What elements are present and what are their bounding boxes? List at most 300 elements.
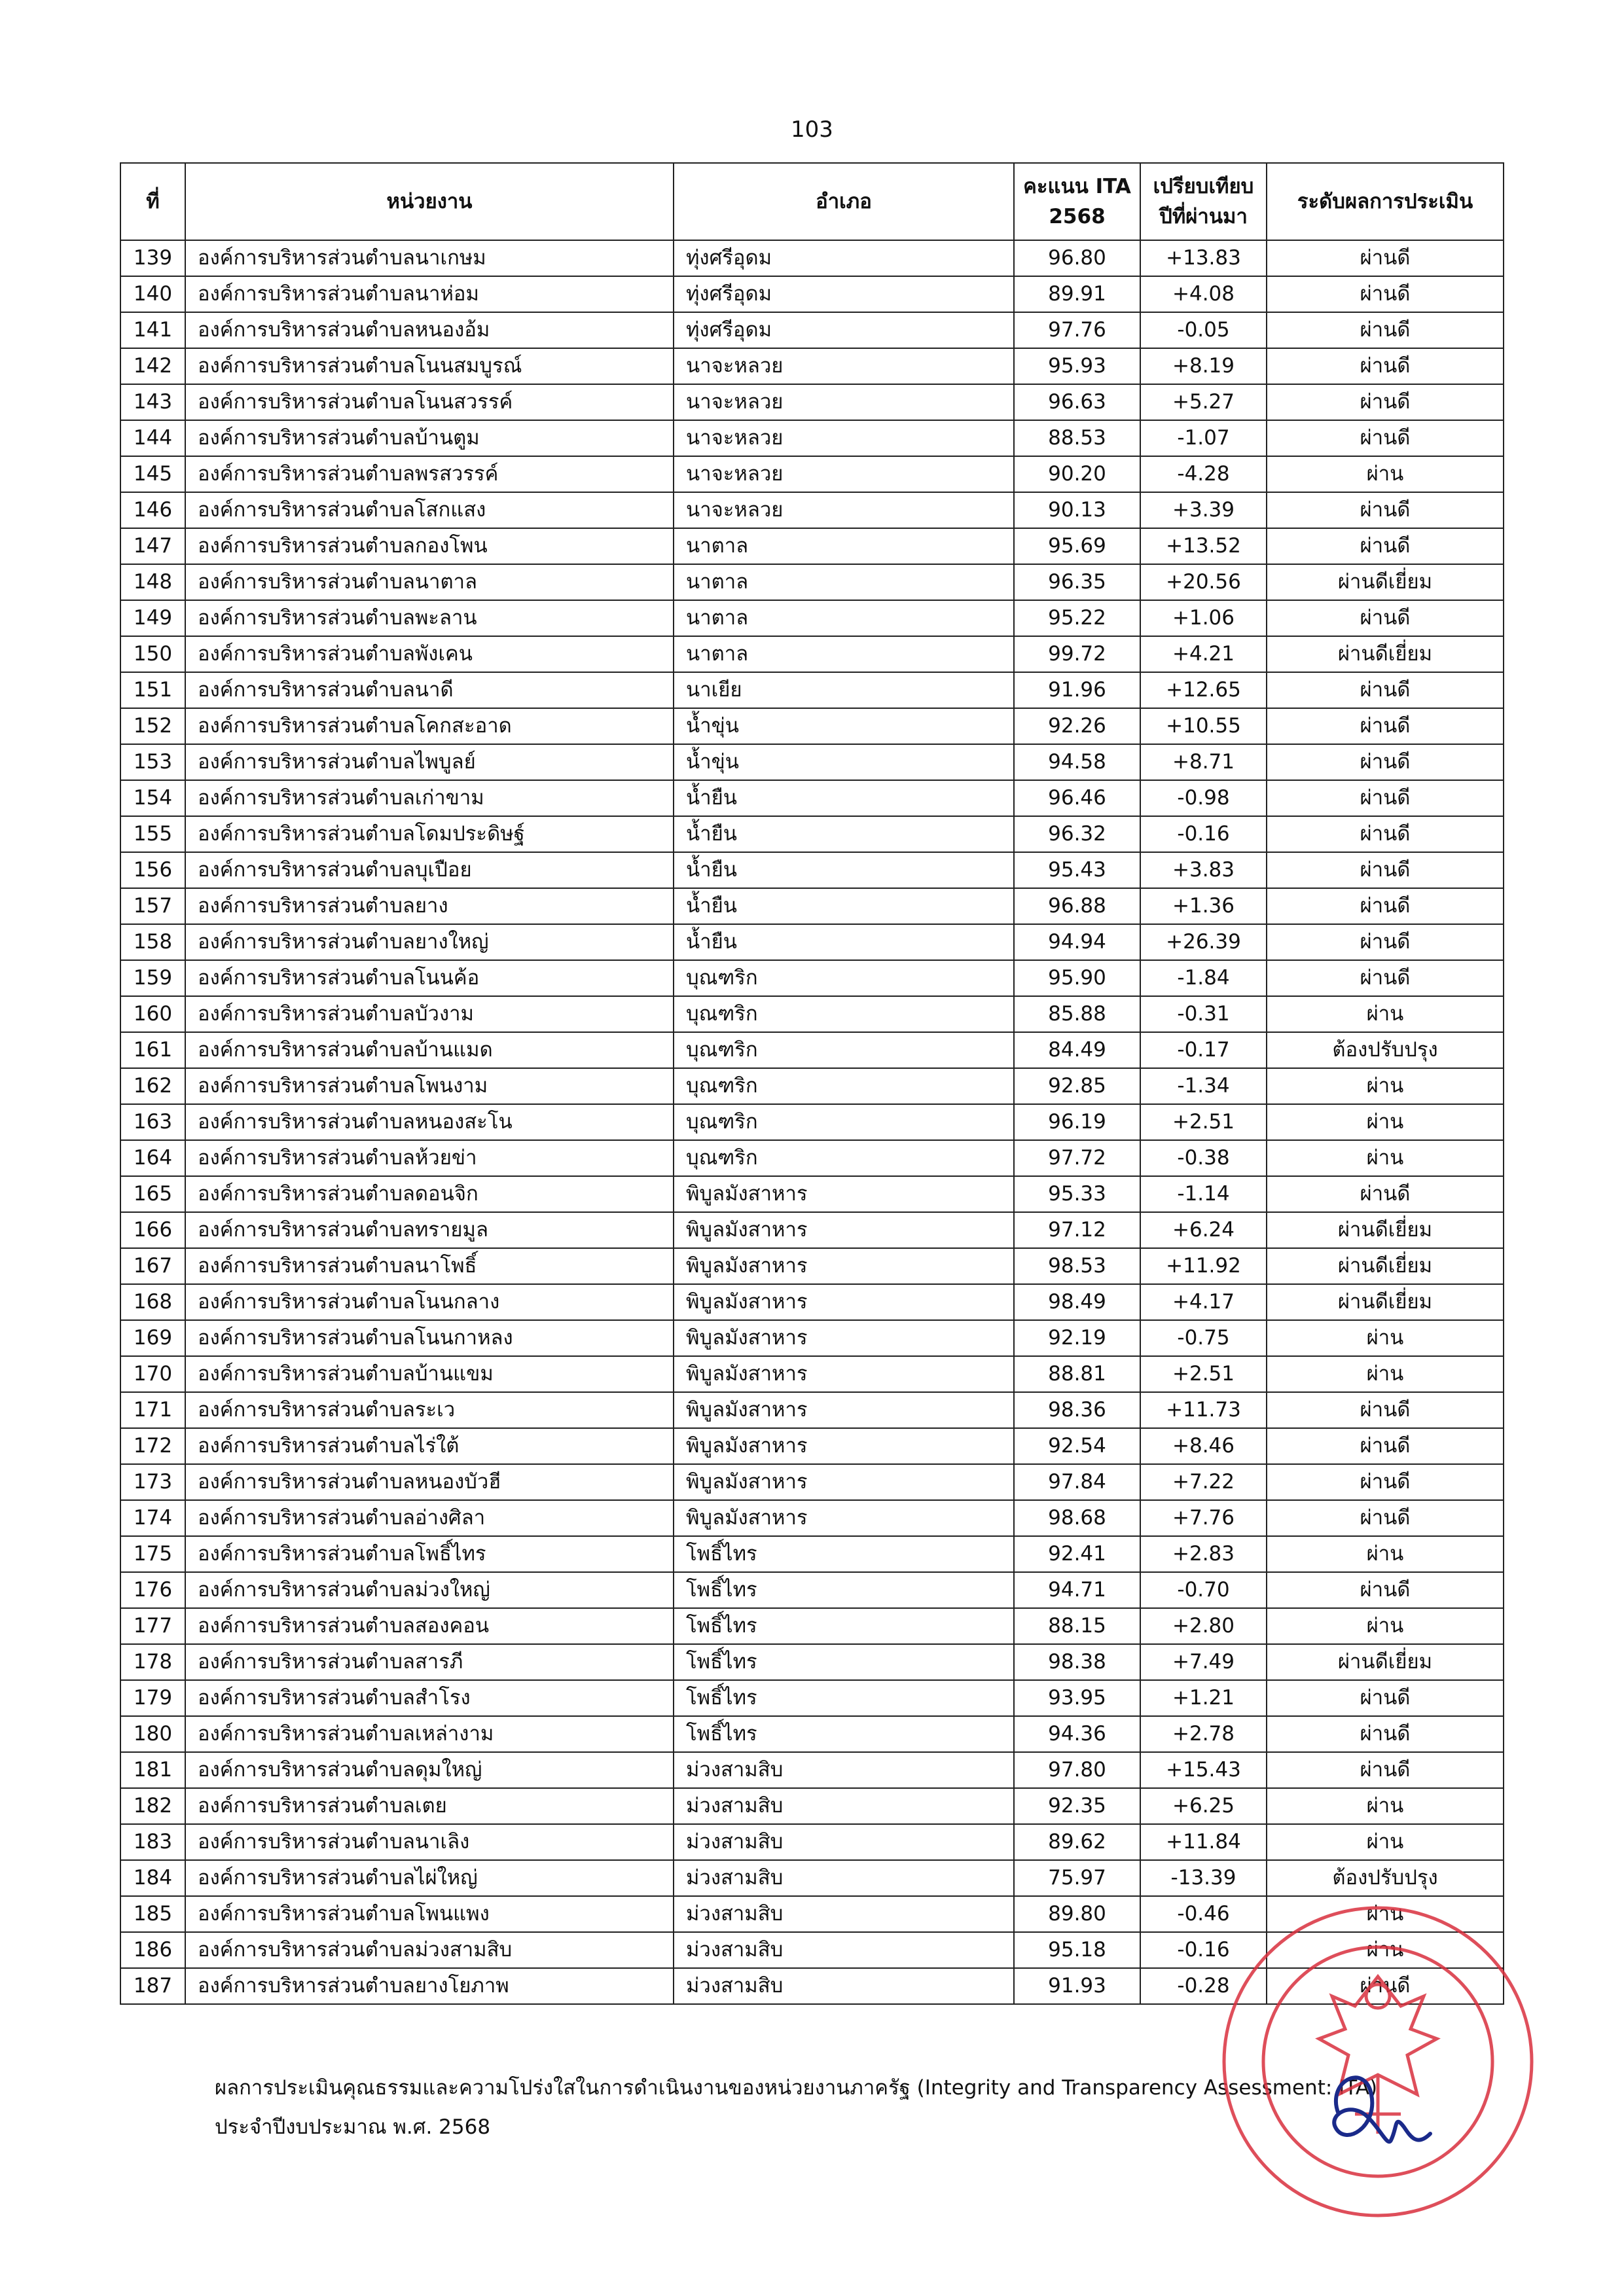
cell-change: +11.84 (1140, 1824, 1267, 1860)
table-row (120, 1068, 1504, 1104)
cell-district: นาจะหลวย (674, 420, 1014, 456)
cell-score: 96.88 (1014, 888, 1140, 924)
cell-change: +3.39 (1140, 492, 1267, 528)
cell-level: ผ่านดี (1267, 1428, 1504, 1464)
cell-score: 94.94 (1014, 924, 1140, 960)
cell-agency: องค์การบริหารส่วนตำบลบุเปือย (185, 852, 674, 888)
table-row (120, 348, 1504, 384)
cell-no: 142 (120, 348, 185, 384)
cell-no: 153 (120, 744, 185, 780)
cell-level: ผ่านดี (1267, 1176, 1504, 1212)
cell-score: 96.46 (1014, 780, 1140, 816)
cell-agency: องค์การบริหารส่วนตำบลไผ่ใหญ่ (185, 1860, 674, 1896)
cell-level: ผ่านดี (1267, 528, 1504, 564)
cell-agency: องค์การบริหารส่วนตำบลยางโยภาพ (185, 1968, 674, 2004)
cell-level: ผ่านดี (1267, 960, 1504, 996)
cell-level: ผ่านดี (1267, 312, 1504, 348)
table-row (120, 924, 1504, 960)
col-header-score-line1: คะแนน ITA (1023, 175, 1131, 198)
cell-score: 96.19 (1014, 1104, 1140, 1140)
cell-no: 182 (120, 1788, 185, 1824)
cell-district: ม่วงสามสิบ (674, 1860, 1014, 1896)
cell-score: 84.49 (1014, 1032, 1140, 1068)
cell-score: 95.22 (1014, 600, 1140, 636)
cell-level: ผ่านดี (1267, 492, 1504, 528)
cell-change: +3.83 (1140, 852, 1267, 888)
cell-score: 98.36 (1014, 1392, 1140, 1428)
cell-no: 146 (120, 492, 185, 528)
cell-score: 92.26 (1014, 708, 1140, 744)
cell-change: +4.17 (1140, 1284, 1267, 1320)
table-row (120, 852, 1504, 888)
cell-level: ผ่านดี (1267, 1968, 1504, 2004)
cell-no: 176 (120, 1572, 185, 1608)
cell-agency: องค์การบริหารส่วนตำบลบ้านแขม (185, 1356, 674, 1392)
cell-no: 180 (120, 1716, 185, 1752)
cell-change: -0.31 (1140, 996, 1267, 1032)
footer-line-1: ผลการประเมินคุณธรรมและความโปร่งใสในการดำเนินงานของหน่วยงานภาครัฐ (Integrity and Transparency Assessment: ITA) (215, 2076, 1378, 2100)
cell-change: +10.55 (1140, 708, 1267, 744)
cell-level: ผ่านดี (1267, 600, 1504, 636)
cell-level: ผ่านดี (1267, 276, 1504, 312)
cell-change: +1.21 (1140, 1680, 1267, 1716)
cell-level: ผ่านดี (1267, 744, 1504, 780)
col-header-score-line2: 2568 (1049, 205, 1106, 228)
cell-no: 149 (120, 600, 185, 636)
cell-score: 89.91 (1014, 276, 1140, 312)
table-row (120, 1032, 1504, 1068)
cell-district: โพธิ์ไทร (674, 1536, 1014, 1572)
cell-no: 164 (120, 1140, 185, 1176)
cell-district: น้ำยืน (674, 780, 1014, 816)
cell-agency: องค์การบริหารส่วนตำบลไพบูลย์ (185, 744, 674, 780)
cell-score: 92.19 (1014, 1320, 1140, 1356)
cell-agency: องค์การบริหารส่วนตำบลโดมประดิษฐ์ (185, 816, 674, 852)
cell-district: นาจะหลวย (674, 456, 1014, 492)
table-row (120, 420, 1504, 456)
cell-level: ผ่าน (1267, 1356, 1504, 1392)
cell-agency: องค์การบริหารส่วนตำบลไร่ใต้ (185, 1428, 674, 1464)
cell-level: ผ่าน (1267, 1824, 1504, 1860)
cell-district: น้ำยืน (674, 924, 1014, 960)
cell-no: 168 (120, 1284, 185, 1320)
cell-agency: องค์การบริหารส่วนตำบลกองโพน (185, 528, 674, 564)
cell-level: ผ่าน (1267, 1068, 1504, 1104)
cell-district: ม่วงสามสิบ (674, 1824, 1014, 1860)
cell-score: 95.69 (1014, 528, 1140, 564)
cell-agency: องค์การบริหารส่วนตำบลม่วงใหญ่ (185, 1572, 674, 1608)
cell-score: 96.32 (1014, 816, 1140, 852)
table-row (120, 1572, 1504, 1608)
cell-agency: องค์การบริหารส่วนตำบลโพธิ์ไทร (185, 1536, 674, 1572)
col-header-level: ระดับผลการประเมิน (1267, 163, 1504, 240)
page-number: 103 (791, 117, 833, 143)
cell-level: ผ่านดี (1267, 1752, 1504, 1788)
cell-district: โพธิ์ไทร (674, 1644, 1014, 1680)
cell-no: 186 (120, 1932, 185, 1968)
table-row (120, 600, 1504, 636)
cell-district: บุณฑริก (674, 1068, 1014, 1104)
cell-agency: องค์การบริหารส่วนตำบลสำโรง (185, 1680, 674, 1716)
cell-agency: องค์การบริหารส่วนตำบลโนนกลาง (185, 1284, 674, 1320)
cell-agency: องค์การบริหารส่วนตำบลทรายมูล (185, 1212, 674, 1248)
cell-change: +7.76 (1140, 1500, 1267, 1536)
cell-agency: องค์การบริหารส่วนตำบลนาห่อม (185, 276, 674, 312)
cell-score: 93.95 (1014, 1680, 1140, 1716)
table-row (120, 1248, 1504, 1284)
cell-no: 179 (120, 1680, 185, 1716)
table-row (120, 780, 1504, 816)
table-row (120, 1392, 1504, 1428)
cell-change: -0.17 (1140, 1032, 1267, 1068)
table-row (120, 312, 1504, 348)
cell-change: +8.46 (1140, 1428, 1267, 1464)
cell-agency: องค์การบริหารส่วนตำบลโสกแสง (185, 492, 674, 528)
cell-score: 94.71 (1014, 1572, 1140, 1608)
cell-agency: องค์การบริหารส่วนตำบลบ้านตูม (185, 420, 674, 456)
cell-score: 95.18 (1014, 1932, 1140, 1968)
cell-no: 170 (120, 1356, 185, 1392)
cell-level: ผ่าน (1267, 1140, 1504, 1176)
col-header-compare-line1: เปรียบเทียบ (1153, 175, 1254, 198)
cell-district: โพธิ์ไทร (674, 1572, 1014, 1608)
cell-district: น้ำขุ่น (674, 744, 1014, 780)
cell-score: 95.93 (1014, 348, 1140, 384)
cell-change: -0.38 (1140, 1140, 1267, 1176)
cell-no: 145 (120, 456, 185, 492)
cell-level: ผ่าน (1267, 1932, 1504, 1968)
cell-district: พิบูลมังสาหาร (674, 1428, 1014, 1464)
cell-score: 91.93 (1014, 1968, 1140, 2004)
table-row (120, 384, 1504, 420)
cell-score: 92.35 (1014, 1788, 1140, 1824)
cell-no: 144 (120, 420, 185, 456)
table-row (120, 564, 1504, 600)
cell-district: น้ำยืน (674, 852, 1014, 888)
cell-district: พิบูลมังสาหาร (674, 1176, 1014, 1212)
cell-change: +1.36 (1140, 888, 1267, 924)
cell-change: -0.16 (1140, 816, 1267, 852)
cell-district: น้ำขุ่น (674, 708, 1014, 744)
cell-no: 174 (120, 1500, 185, 1536)
cell-change: -0.28 (1140, 1968, 1267, 2004)
cell-no: 173 (120, 1464, 185, 1500)
table-row (120, 456, 1504, 492)
cell-district: ม่วงสามสิบ (674, 1968, 1014, 2004)
cell-level: ผ่าน (1267, 1320, 1504, 1356)
cell-agency: องค์การบริหารส่วนตำบลบ้านแมด (185, 1032, 674, 1068)
cell-agency: องค์การบริหารส่วนตำบลเตย (185, 1788, 674, 1824)
cell-change: -0.05 (1140, 312, 1267, 348)
cell-level: ผ่าน (1267, 1536, 1504, 1572)
cell-district: ม่วงสามสิบ (674, 1752, 1014, 1788)
footer-note (215, 2068, 1377, 2147)
cell-score: 97.76 (1014, 312, 1140, 348)
cell-score: 88.81 (1014, 1356, 1140, 1392)
cell-level: ผ่านดี (1267, 1464, 1504, 1500)
table-row (120, 1104, 1504, 1140)
col-header-agency: หน่วยงาน (185, 163, 674, 240)
cell-level: ผ่านดี (1267, 672, 1504, 708)
cell-agency: องค์การบริหารส่วนตำบลโนนสวรรค์ (185, 384, 674, 420)
cell-district: นาตาล (674, 636, 1014, 672)
cell-level: ผ่านดี (1267, 780, 1504, 816)
cell-agency: องค์การบริหารส่วนตำบลสารภี (185, 1644, 674, 1680)
cell-score: 98.68 (1014, 1500, 1140, 1536)
cell-level: ผ่านดี (1267, 1572, 1504, 1608)
table-row (120, 636, 1504, 672)
cell-score: 85.88 (1014, 996, 1140, 1032)
cell-agency: องค์การบริหารส่วนตำบลโคกสะอาด (185, 708, 674, 744)
cell-score: 98.49 (1014, 1284, 1140, 1320)
cell-district: โพธิ์ไทร (674, 1716, 1014, 1752)
cell-score: 75.97 (1014, 1860, 1140, 1896)
cell-no: 167 (120, 1248, 185, 1284)
cell-change: -0.16 (1140, 1932, 1267, 1968)
cell-score: 97.84 (1014, 1464, 1140, 1500)
cell-agency: องค์การบริหารส่วนตำบลโพนแพง (185, 1896, 674, 1932)
cell-agency: องค์การบริหารส่วนตำบลเก่าขาม (185, 780, 674, 816)
cell-change: -0.98 (1140, 780, 1267, 816)
col-header-no: ที่ (120, 163, 185, 240)
cell-score: 88.15 (1014, 1608, 1140, 1644)
cell-no: 184 (120, 1860, 185, 1896)
cell-district: พิบูลมังสาหาร (674, 1320, 1014, 1356)
cell-level: ผ่านดีเยี่ยม (1267, 1248, 1504, 1284)
cell-agency: องค์การบริหารส่วนตำบลพะลาน (185, 600, 674, 636)
cell-score: 94.58 (1014, 744, 1140, 780)
table-row (120, 708, 1504, 744)
cell-no: 166 (120, 1212, 185, 1248)
cell-level: ผ่านดี (1267, 924, 1504, 960)
col-header-score (1014, 163, 1140, 240)
cell-level: ผ่านดี (1267, 1680, 1504, 1716)
cell-no: 152 (120, 708, 185, 744)
cell-change: +13.52 (1140, 528, 1267, 564)
cell-district: นาจะหลวย (674, 348, 1014, 384)
cell-district: บุณฑริก (674, 1140, 1014, 1176)
cell-agency: องค์การบริหารส่วนตำบลหนองบัวฮี (185, 1464, 674, 1500)
cell-change: +12.65 (1140, 672, 1267, 708)
cell-district: ทุ่งศรีอุดม (674, 312, 1014, 348)
cell-agency: องค์การบริหารส่วนตำบลพังเคน (185, 636, 674, 672)
cell-change: +15.43 (1140, 1752, 1267, 1788)
cell-no: 155 (120, 816, 185, 852)
cell-district: นาจะหลวย (674, 492, 1014, 528)
cell-level: ผ่านดี (1267, 708, 1504, 744)
table-row (120, 1140, 1504, 1176)
cell-agency: องค์การบริหารส่วนตำบลโนนกาหลง (185, 1320, 674, 1356)
cell-level: ผ่านดี (1267, 1500, 1504, 1536)
table-row (120, 888, 1504, 924)
cell-change: +4.08 (1140, 276, 1267, 312)
cell-no: 187 (120, 1968, 185, 2004)
cell-change: +11.73 (1140, 1392, 1267, 1428)
cell-district: พิบูลมังสาหาร (674, 1248, 1014, 1284)
cell-agency: องค์การบริหารส่วนตำบลบัวงาม (185, 996, 674, 1032)
cell-level: ผ่าน (1267, 1896, 1504, 1932)
table-row (120, 276, 1504, 312)
ita-results-table (120, 162, 1504, 2005)
cell-agency: องค์การบริหารส่วนตำบลดอนจิก (185, 1176, 674, 1212)
cell-score: 89.62 (1014, 1824, 1140, 1860)
table-body (120, 240, 1504, 2004)
table-row (120, 816, 1504, 852)
cell-district: โพธิ์ไทร (674, 1680, 1014, 1716)
cell-district: พิบูลมังสาหาร (674, 1464, 1014, 1500)
cell-change: +5.27 (1140, 384, 1267, 420)
table-header-row (120, 163, 1504, 240)
cell-no: 160 (120, 996, 185, 1032)
table-row (120, 240, 1504, 276)
cell-level: ผ่านดีเยี่ยม (1267, 564, 1504, 600)
cell-change: +6.25 (1140, 1788, 1267, 1824)
table-row (120, 1428, 1504, 1464)
cell-change: +6.24 (1140, 1212, 1267, 1248)
cell-district: นาเยีย (674, 672, 1014, 708)
cell-no: 163 (120, 1104, 185, 1140)
cell-score: 98.53 (1014, 1248, 1140, 1284)
cell-agency: องค์การบริหารส่วนตำบลระเว (185, 1392, 674, 1428)
cell-level: ผ่านดี (1267, 384, 1504, 420)
table-row (120, 492, 1504, 528)
cell-change: -1.34 (1140, 1068, 1267, 1104)
cell-agency: องค์การบริหารส่วนตำบลเหล่างาม (185, 1716, 674, 1752)
cell-no: 156 (120, 852, 185, 888)
cell-score: 92.85 (1014, 1068, 1140, 1104)
cell-level: ผ่านดี (1267, 816, 1504, 852)
cell-district: พิบูลมังสาหาร (674, 1392, 1014, 1428)
cell-level: ผ่านดี (1267, 420, 1504, 456)
cell-agency: องค์การบริหารส่วนตำบลนาโพธิ์ (185, 1248, 674, 1284)
cell-no: 157 (120, 888, 185, 924)
cell-agency: องค์การบริหารส่วนตำบลโนนสมบูรณ์ (185, 348, 674, 384)
table-row (120, 1644, 1504, 1680)
cell-district: ทุ่งศรีอุดม (674, 240, 1014, 276)
cell-district: นาจะหลวย (674, 384, 1014, 420)
cell-agency: องค์การบริหารส่วนตำบลโพนงาม (185, 1068, 674, 1104)
cell-level: ผ่าน (1267, 456, 1504, 492)
cell-level: ต้องปรับปรุง (1267, 1860, 1504, 1896)
cell-district: น้ำยืน (674, 816, 1014, 852)
cell-level: ผ่านดี (1267, 1392, 1504, 1428)
cell-change: +11.92 (1140, 1248, 1267, 1284)
cell-no: 183 (120, 1824, 185, 1860)
cell-district: บุณฑริก (674, 960, 1014, 996)
cell-level: ผ่าน (1267, 1104, 1504, 1140)
cell-score: 89.80 (1014, 1896, 1140, 1932)
cell-change: +7.22 (1140, 1464, 1267, 1500)
cell-agency: องค์การบริหารส่วนตำบลนาเลิง (185, 1824, 674, 1860)
cell-district: พิบูลมังสาหาร (674, 1284, 1014, 1320)
cell-score: 97.12 (1014, 1212, 1140, 1248)
cell-no: 158 (120, 924, 185, 960)
cell-change: -4.28 (1140, 456, 1267, 492)
cell-level: ผ่านดี (1267, 240, 1504, 276)
cell-district: ม่วงสามสิบ (674, 1788, 1014, 1824)
table-row (120, 1176, 1504, 1212)
table-row (120, 1212, 1504, 1248)
cell-district: โพธิ์ไทร (674, 1608, 1014, 1644)
cell-score: 97.80 (1014, 1752, 1140, 1788)
cell-no: 185 (120, 1896, 185, 1932)
cell-level: ผ่าน (1267, 1788, 1504, 1824)
cell-district: พิบูลมังสาหาร (674, 1356, 1014, 1392)
cell-agency: องค์การบริหารส่วนตำบลนาเกษม (185, 240, 674, 276)
cell-district: น้ำยืน (674, 888, 1014, 924)
cell-district: นาตาล (674, 528, 1014, 564)
cell-agency: องค์การบริหารส่วนตำบลดุมใหญ่ (185, 1752, 674, 1788)
cell-change: +8.71 (1140, 744, 1267, 780)
cell-no: 169 (120, 1320, 185, 1356)
cell-change: -0.70 (1140, 1572, 1267, 1608)
cell-no: 148 (120, 564, 185, 600)
table-row (120, 960, 1504, 996)
cell-district: พิบูลมังสาหาร (674, 1212, 1014, 1248)
cell-no: 175 (120, 1536, 185, 1572)
cell-score: 97.72 (1014, 1140, 1140, 1176)
cell-district: นาตาล (674, 564, 1014, 600)
cell-change: -13.39 (1140, 1860, 1267, 1896)
cell-change: +7.49 (1140, 1644, 1267, 1680)
cell-no: 162 (120, 1068, 185, 1104)
cell-score: 92.54 (1014, 1428, 1140, 1464)
cell-agency: องค์การบริหารส่วนตำบลห้วยข่า (185, 1140, 674, 1176)
cell-no: 177 (120, 1608, 185, 1644)
col-header-compare (1140, 163, 1267, 240)
cell-change: +1.06 (1140, 600, 1267, 636)
table-row (120, 1680, 1504, 1716)
cell-change: +2.83 (1140, 1536, 1267, 1572)
cell-level: ผ่านดี (1267, 1716, 1504, 1752)
table-row (120, 1752, 1504, 1788)
cell-agency: องค์การบริหารส่วนตำบลยางใหญ่ (185, 924, 674, 960)
cell-agency: องค์การบริหารส่วนตำบลนาตาล (185, 564, 674, 600)
cell-no: 159 (120, 960, 185, 996)
cell-change: +2.80 (1140, 1608, 1267, 1644)
footer-line-2: ประจำปีงบประมาณ พ.ศ. 2568 (215, 2115, 491, 2139)
cell-score: 99.72 (1014, 636, 1140, 672)
cell-score: 96.80 (1014, 240, 1140, 276)
cell-score: 91.96 (1014, 672, 1140, 708)
cell-agency: องค์การบริหารส่วนตำบลหนองสะโน (185, 1104, 674, 1140)
cell-change: +2.78 (1140, 1716, 1267, 1752)
table-row (120, 744, 1504, 780)
cell-change: +2.51 (1140, 1104, 1267, 1140)
cell-no: 154 (120, 780, 185, 816)
cell-score: 90.20 (1014, 456, 1140, 492)
cell-no: 178 (120, 1644, 185, 1680)
cell-level: ผ่านดีเยี่ยม (1267, 636, 1504, 672)
col-header-district: อำเภอ (674, 163, 1014, 240)
cell-score: 98.38 (1014, 1644, 1140, 1680)
cell-change: -1.14 (1140, 1176, 1267, 1212)
cell-score: 95.33 (1014, 1176, 1140, 1212)
cell-score: 95.43 (1014, 852, 1140, 888)
table-row (120, 1860, 1504, 1896)
cell-agency: องค์การบริหารส่วนตำบลอ่างศิลา (185, 1500, 674, 1536)
cell-no: 172 (120, 1428, 185, 1464)
table-row (120, 1536, 1504, 1572)
cell-change: +26.39 (1140, 924, 1267, 960)
cell-agency: องค์การบริหารส่วนตำบลโนนค้อ (185, 960, 674, 996)
cell-change: -1.07 (1140, 420, 1267, 456)
cell-change: +8.19 (1140, 348, 1267, 384)
cell-score: 96.35 (1014, 564, 1140, 600)
cell-change: -1.84 (1140, 960, 1267, 996)
cell-score: 94.36 (1014, 1716, 1140, 1752)
table-row (120, 1284, 1504, 1320)
